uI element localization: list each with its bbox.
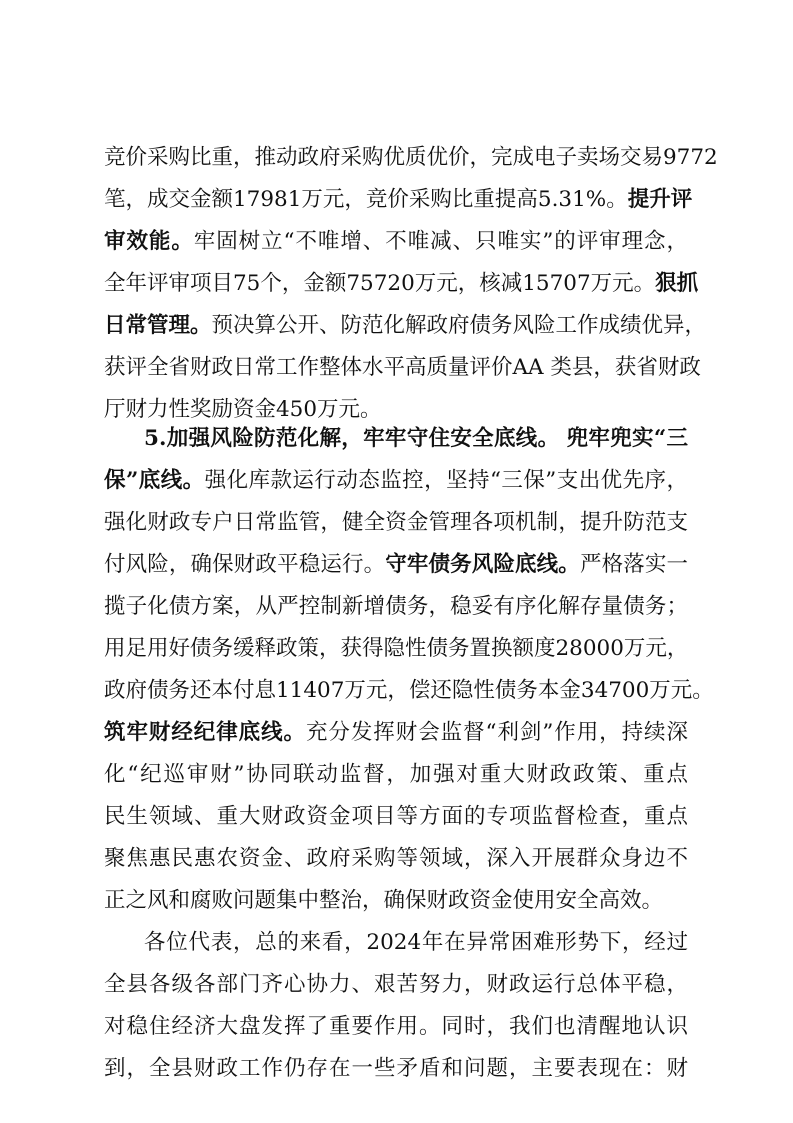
text-run: 揽子化债方案，从严控制新增债务，稳妥有序化解存量债务； (104, 594, 688, 619)
text-line (104, 880, 688, 922)
text-run: 强化财政专户日常监管，健全资金管理各项机制，提升防范支 (104, 510, 688, 535)
text-run: 化“纪巡审财”协同联动监督，加强对重大财政政策、重点 (104, 762, 688, 787)
text-line (104, 838, 688, 880)
text-run: 民生领域、重大财政资金项目等方面的专项监督检查，重点 (104, 804, 688, 829)
text-line (104, 670, 714, 712)
text-run: 聚焦惠民惠农资金、政府采购等领域，深入开展群众身边不 (104, 846, 688, 871)
text-line (104, 179, 693, 221)
text-line (104, 460, 688, 502)
paragraph-first-line (144, 922, 688, 964)
text-line (104, 263, 699, 305)
bold-heading-run: 守牢债务风险底线。 (385, 552, 580, 577)
text-run: 对稳住经济大盘发挥了重要作用。同时，我们也清醒地认识 (104, 1014, 688, 1039)
bold-heading-run: 审效能。 (104, 229, 194, 254)
text-line (104, 796, 688, 838)
text-line (104, 502, 688, 544)
text-run: 各位代表，总的来看，2024年在异常困难形势下，经过 (144, 930, 688, 955)
text-run: 竞价采购比重，推动政府采购优质优价，完成电子卖场交易9772 (104, 145, 718, 170)
bold-heading-run: 狠抓 (655, 271, 699, 296)
text-run: 用足用好债务缓释政策，获得隐性债务置换额度28000万元， (104, 636, 689, 661)
text-run: 牢固树立“不唯增、不唯减、只唯实”的评审理念， (193, 229, 688, 254)
text-line (104, 305, 707, 347)
text-run: 全年评审项目75个，金额75720万元，核减15707万元。 (104, 271, 656, 296)
text-line (104, 754, 688, 796)
text-run: 严格落实一 (579, 552, 688, 577)
text-line (104, 137, 718, 179)
bold-heading-run: 兜牢兜实“三 (566, 426, 688, 451)
text-run: 到，全县财政工作仍存在一些矛盾和问题，主要表现在：财 (104, 1056, 688, 1081)
text-line (104, 628, 688, 670)
text-run: 预决算公开、防范化解政府债务风险工作成绩优异， (211, 313, 707, 338)
text-line (104, 221, 688, 263)
section-heading: 5.加强风险防范化解，牢牢守住安全底线。 (144, 426, 560, 451)
text-run (559, 426, 566, 451)
text-run: 全县各级各部门齐心协力、艰苦努力，财政运行总体平稳， (104, 972, 688, 997)
bold-heading-run: 保”底线。 (104, 468, 205, 493)
text-run: 政府债务还本付息11407万元，偿还隐性债务本金34700万元。 (104, 678, 714, 703)
bold-heading-run: 日常管理。 (104, 313, 212, 338)
text-run: 笔，成交金额17981万元，竞价采购比重提高5.31%。 (104, 187, 628, 212)
text-run: 强化库款运行动态监控，坚持“三保”支出优先序， (204, 468, 688, 493)
text-line (104, 712, 688, 754)
text-line (104, 544, 688, 586)
text-line (104, 1048, 688, 1090)
text-line (104, 964, 688, 1006)
text-line (104, 347, 701, 389)
text-run: 充分发挥财会监督“利剑”作用，持续深 (305, 720, 688, 745)
bold-heading-run: 提升评 (627, 187, 693, 212)
text-run: 正之风和腐败问题集中整治，确保财政资金使用安全高效。 (104, 888, 664, 913)
text-run: 厅财力性奖励资金450万元。 (104, 397, 382, 422)
section-heading-line (144, 418, 688, 460)
text-run: 获评全省财政日常工作整体水平高质量评价AA 类县，获省财政 (104, 355, 701, 380)
text-line (104, 1006, 688, 1048)
bold-heading-run: 筑牢财经纪律底线。 (104, 720, 306, 745)
text-line (104, 586, 688, 628)
text-run: 付风险，确保财政平稳运行。 (104, 552, 386, 577)
